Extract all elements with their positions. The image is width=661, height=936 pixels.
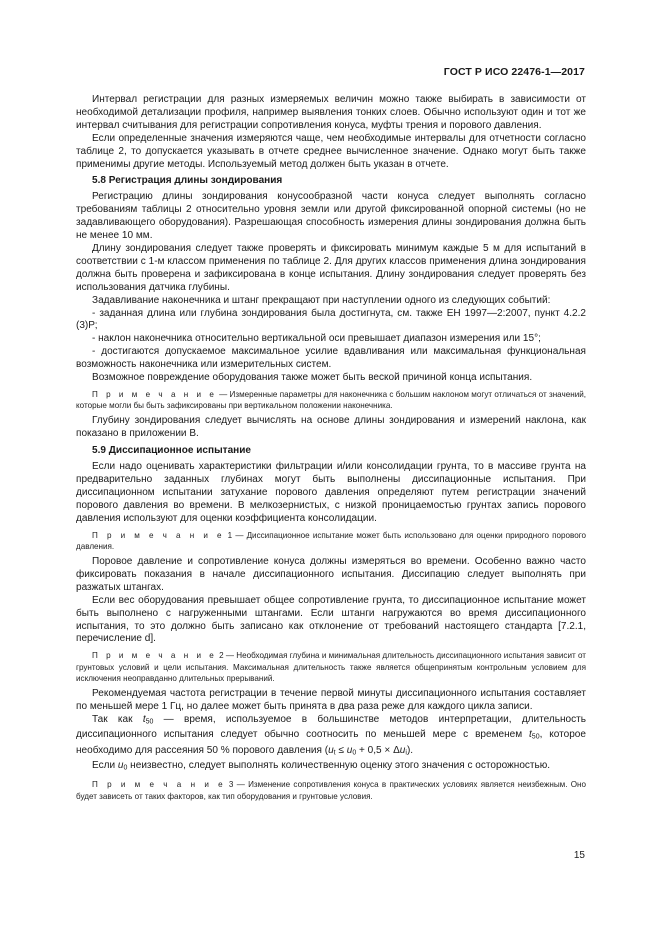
paragraph: Рекомендуемая частота регистрации в течение первой минуты диссипационного испытания составляет по меньшей мере 1 Гц, но далее может быть принята в два раза реже для каждого цикла записи. xyxy=(76,687,586,712)
paragraph: Если надо оценивать характеристики фильтрации и/или консолидации грунта, то в массиве грунта на предварительно заданных глубинах могут быть выполнены диссипационные испытания. При диссипационном испытании затухание порового давления определяют путем регистрации значений порового давления во времени. В мелкозернистых, с низкой проницаемостью грунтах запись порового давления используют для оценки коэффициента консолидации. xyxy=(76,461,586,524)
note-text: — Измеренные параметры для наконечника с большим наклоном могут отличаться от значений, которые могли бы быть зафиксированы при вертикальном положении наконечника. xyxy=(76,389,586,411)
note-2 xyxy=(76,530,586,552)
subscript: t xyxy=(333,749,336,757)
subscript: i xyxy=(405,749,407,757)
paragraph: Регистрацию длины зондирования конусообразной части конуса следует выполнять согласно требованиям таблицы 2 относительно уровня земли или другой фиксированной опорной системы (но не задавливающего оборудования). Разрешающая способность измерения длины зондирования должна быть не менее 10 мм. xyxy=(76,191,586,242)
text-run: ). xyxy=(406,744,414,756)
symbol-u: u xyxy=(399,744,406,756)
subscript: 50 xyxy=(531,733,540,741)
paragraph: Длину зондирования следует также проверять и фиксировать минимум каждые 5 м для испытаний в соответствии с 1-м классом применения по таблице 2. Для других классов применения длина зондирования должна быть проверена и зафиксирована в конце испытания. Длину зондирования следует проверять без использования датчика глубины. xyxy=(76,242,586,293)
text-run: неизвестно, следует выполнять количественную оценку этого значения с осторожностью. xyxy=(127,759,551,771)
text-run: + 0,5 × Δ xyxy=(356,744,400,756)
list-item: - достигаются допускаемое максимальное усилие вдавливания или максимальная функциональная возможность наконечника или измерительных систем. xyxy=(76,346,586,371)
note-text: 2 — Необходимая глубина и минимальная длительность диссипационного испытания зависит от грунтовых условий и цели испытания. Максимальная длительность также является общепринятым контрольным условием для исключения неоправданно длительных прерываний. xyxy=(76,651,587,683)
paragraph: Глубину зондирования следует вычислять на основе длины зондирования и измерений наклона, как показано в приложении В. xyxy=(76,415,586,440)
document-body xyxy=(76,94,586,806)
section-heading-5-8: 5.8 Регистрация длины зондирования xyxy=(92,175,283,187)
paragraph-t50 xyxy=(76,714,586,760)
text-run: ≤ xyxy=(335,744,347,756)
section-heading-5-9: 5.9 Диссипационное испытание xyxy=(92,445,251,457)
symbol-t: t xyxy=(142,713,146,725)
text-run: Если xyxy=(92,759,118,771)
list-item: - наклон наконечника относительно вертикальной оси превышает диапазон измерения или 15°; xyxy=(92,333,541,345)
note-label: П р и м е ч а н и е xyxy=(92,530,225,540)
note-3 xyxy=(76,650,586,684)
note-text: 3 — Изменение сопротивления конуса в практических условиях является неизбежным. Оно будет зависеть от таких факторов, как тип оборудования и грунтовые условия. xyxy=(76,780,587,801)
symbol-u: u xyxy=(117,759,124,771)
note-label: П р и м е ч а н и е xyxy=(92,780,226,790)
symbol-t: t xyxy=(529,729,532,741)
subscript: 0 xyxy=(123,764,128,772)
paragraph: Поровое давление и сопротивление конуса должны измеряться во времени. Особенно важно часто фиксировать показания в начале диссипационного испытания. Диссипацию следует выполнять при разжатых штангах. xyxy=(76,556,586,593)
standard-header: ГОСТ Р ИСО 22476-1—2017 xyxy=(443,66,585,78)
list-item: - заданная длина или глубина зондирования была достигнута, см. также ЕН 1997—2:2007, пункт 4.2.2 (3)Р; xyxy=(76,307,586,332)
note-4 xyxy=(76,779,586,801)
note-label: П р и м е ч а н и е xyxy=(92,389,217,399)
text-run: Так как xyxy=(92,713,143,725)
paragraph: Интервал регистрации для разных измеряемых величин можно также выбирать в зависимости от необходимой детализации профиля, например выявления тонких слоев. Обычно используют один и тот же интервал считывания для регистрации сопротивления конуса, муфты трения и порового давления. xyxy=(76,94,586,131)
note-1 xyxy=(76,389,586,411)
symbol-u: u xyxy=(346,744,353,756)
text-run: — время, используемое в большинстве методов интерпретации, длительность диссипационного испытания следует обычно соотносить по меньшей мере с временем xyxy=(76,713,586,741)
paragraph: Если вес оборудования превышает общее сопротивление грунта, то диссипационное испытание может быть выполнено с нагруженными штангами. Если штанги нагружаются во время диссипационного испытания, то это должно быть записано как отклонение от требований настоящего стандарта [7.2.1, перечисление d]. xyxy=(76,594,586,645)
page-number: 15 xyxy=(573,850,585,861)
note-label: П р и м е ч а н и е xyxy=(92,651,217,661)
subscript: 0 xyxy=(352,749,357,757)
paragraph: Задавливание наконечника и штанг прекращают при наступлении одного из следующих событий: xyxy=(92,294,551,306)
paragraph-u0 xyxy=(76,760,586,775)
note-text: 1 — Диссипационное испытание может быть использовано для оценки природного порового давления. xyxy=(76,530,586,551)
symbol-u: u xyxy=(328,744,334,756)
paragraph: Если определенные значения измеряются чаще, чем необходимые интервалы для отчетности согласно таблице 2, то допускается указывать в отчете среднее вычисленное значение. Однако могут быть также применимы другие методы. Используемый метод должен быть указан в отчете. xyxy=(76,132,586,170)
subscript: 50 xyxy=(145,718,154,726)
text-run: , которое необходимо для рассеяния 50 % порового давления ( xyxy=(76,729,586,756)
paragraph: Возможное повреждение оборудования также может быть веской причиной конца испытания. xyxy=(92,372,533,384)
